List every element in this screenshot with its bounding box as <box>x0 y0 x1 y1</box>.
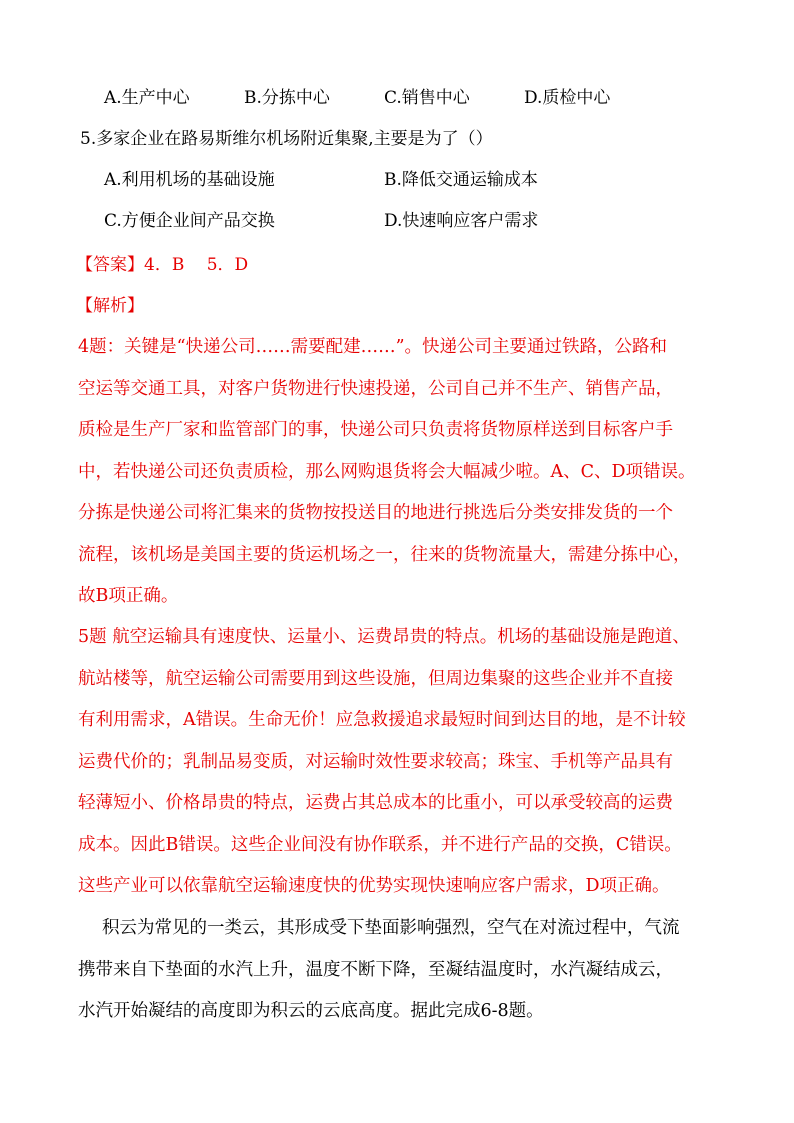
q4-options <box>0 86 794 110</box>
q4-option-a: A.生产中心 <box>104 88 190 108</box>
q5-analysis-line: 有利用需求，A错误。生命无价！应急救援追求最短时间到达目的地，是不计较 <box>78 710 686 730</box>
q4-analysis-line: 中，若快递公司还负责质检，那么网购退货将会大幅减少啦。A、C、D项错误。 <box>78 461 696 482</box>
q5-option-a: A.利用机场的基础设施 <box>104 170 275 190</box>
q5-analysis-line: 航站楼等，航空运输公司需要用到这些设施，但周边集聚的这些企业并不直接 <box>78 668 673 689</box>
q4-analysis <box>78 327 728 618</box>
q4-option-c: C.销售中心 <box>384 88 470 108</box>
q5-option-c: C.方便企业间产品交换 <box>104 211 275 231</box>
cloud-passage-line: 水汽开始凝结的高度即为积云的云底高度。据此完成6-8题。 <box>78 1001 544 1021</box>
cloud-passage-line: 积云为常见的一类云，其形成受下垫面影响强烈，空气在对流过程中，气流 <box>102 918 680 938</box>
q5-analysis-line: 成本。因此B错误。这些企业间没有协作联系，并不进行产品的交换，C错误。 <box>78 834 682 855</box>
q4-analysis-line: 4题：关键是“快递公司……需要配建……”。快递公司主要通过铁路，公路和 <box>78 337 668 357</box>
q4-analysis-line: 分拣是快递公司将汇集来的货物按投送目的地进行挑选后分类安排发货的一个 <box>78 503 673 523</box>
cloud-passage-line: 携带来自下垫面的水汽上升，温度不断下降，至凝结温度时，水汽凝结成云， <box>78 959 673 980</box>
q4-analysis-line: 空运等交通工具，对客户货物进行快速投递，公司自己并不生产、销售产品， <box>78 378 673 399</box>
q5-analysis-line: 这些产业可以依靠航空运输速度快的优势实现快速响应客户需求，D项正确。 <box>78 876 670 896</box>
answer-text: 4．B 5．D <box>144 255 249 275</box>
q5-option-b: B.降低交通运输成本 <box>384 170 538 190</box>
q5-analysis-line: 5题 航空运输具有速度快、运量小、运费昂贵的特点。机场的基础设施是跑道、 <box>78 627 690 647</box>
q4-option-b: B.分拣中心 <box>244 88 330 108</box>
q5-options-row1 <box>0 168 794 192</box>
q5-options-row2 <box>0 209 794 233</box>
q5-stem: 5.多家企业在路易斯维尔机场附近集聚,主要是为了（） <box>80 129 493 149</box>
q4-option-d: D.质检中心 <box>524 88 611 108</box>
q5-analysis-line: 轻薄短小、价格昂贵的特点，运费占其总成本的比重小，可以承受较高的运费 <box>78 793 673 813</box>
analysis-label: 【解析】 <box>76 296 144 316</box>
q5-option-d: D.快速响应客户需求 <box>384 211 539 231</box>
answer-line <box>76 253 248 277</box>
q5-analysis-line: 运费代价的；乳制品易变质，对运输时效性要求较高；珠宝、手机等产品具有 <box>78 751 673 772</box>
q4-analysis-line: 质检是生产厂家和监管部门的事，快递公司只负责将货物原样送到目标客户手 <box>78 420 673 440</box>
cloud-passage <box>78 908 728 1033</box>
q4-analysis-line: 故B项正确。 <box>78 586 179 606</box>
q5-analysis <box>78 617 728 908</box>
answer-label: 【答案】 <box>76 255 144 275</box>
q4-analysis-line: 流程，该机场是美国主要的货运机场之一，往来的货物流量大，需建分拣中心， <box>78 544 691 565</box>
